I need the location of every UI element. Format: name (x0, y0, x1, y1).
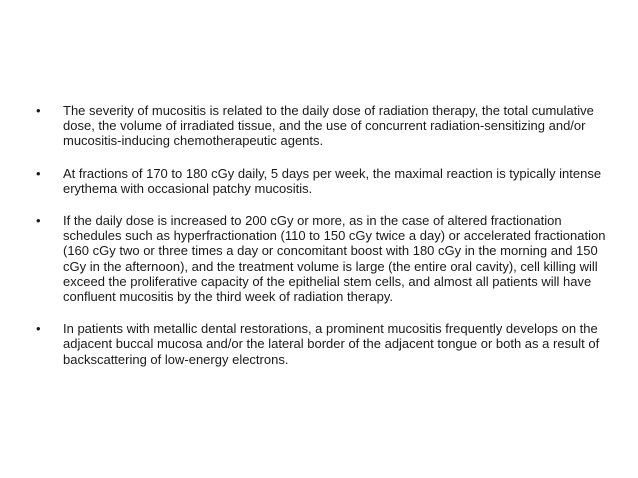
bullet-mark: • (36, 213, 41, 229)
bullet-item-daily-dose (36, 213, 606, 304)
bullet-text: At fractions of 170 to 180 cGy daily, 5 days per week, the maximal reaction is typically intense erythema with occasional patchy mucositis. (63, 165, 602, 196)
bullet-mark: • (36, 165, 41, 181)
bullet-text: The severity of mucositis is related to the daily dose of radiation therapy, the total cumulative dose, the volume of irradiated tissue, and the use of concurrent radiation-sensitizing and/or mucositis-inducing chemotherapeutic agents. (63, 103, 594, 149)
bullet-item-severity (36, 103, 606, 149)
bullet-text: If the daily dose is increased to 200 cGy or more, as in the case of altered fractionation schedules such as hyperfractionation (110 to 150 cGy twice a day) or accelerated fractionation (160 cGy two or three times a day or concomitant boost with 180 cGy in the morning and 150 cGy in the afternoon), and the treatment volume is large (the entire oral cavity), cell killing will exceed the proliferative capacity of the epithelial stem cells, and almost all patients will have confluent mucositis by the third week of radiation therapy. (63, 213, 606, 305)
bullet-mark: • (36, 321, 41, 337)
bullet-list (36, 103, 606, 367)
bullet-item-dental-restorations (36, 321, 606, 367)
bullet-text: In patients with metallic dental restorations, a prominent mucositis frequently develops on the adjacent buccal mucosa and/or the lateral border of the adjacent tongue or both as a result of backscattering of low-energy electrons. (63, 321, 600, 367)
bullet-mark: • (36, 103, 41, 118)
bullet-item-fractions (36, 166, 606, 196)
